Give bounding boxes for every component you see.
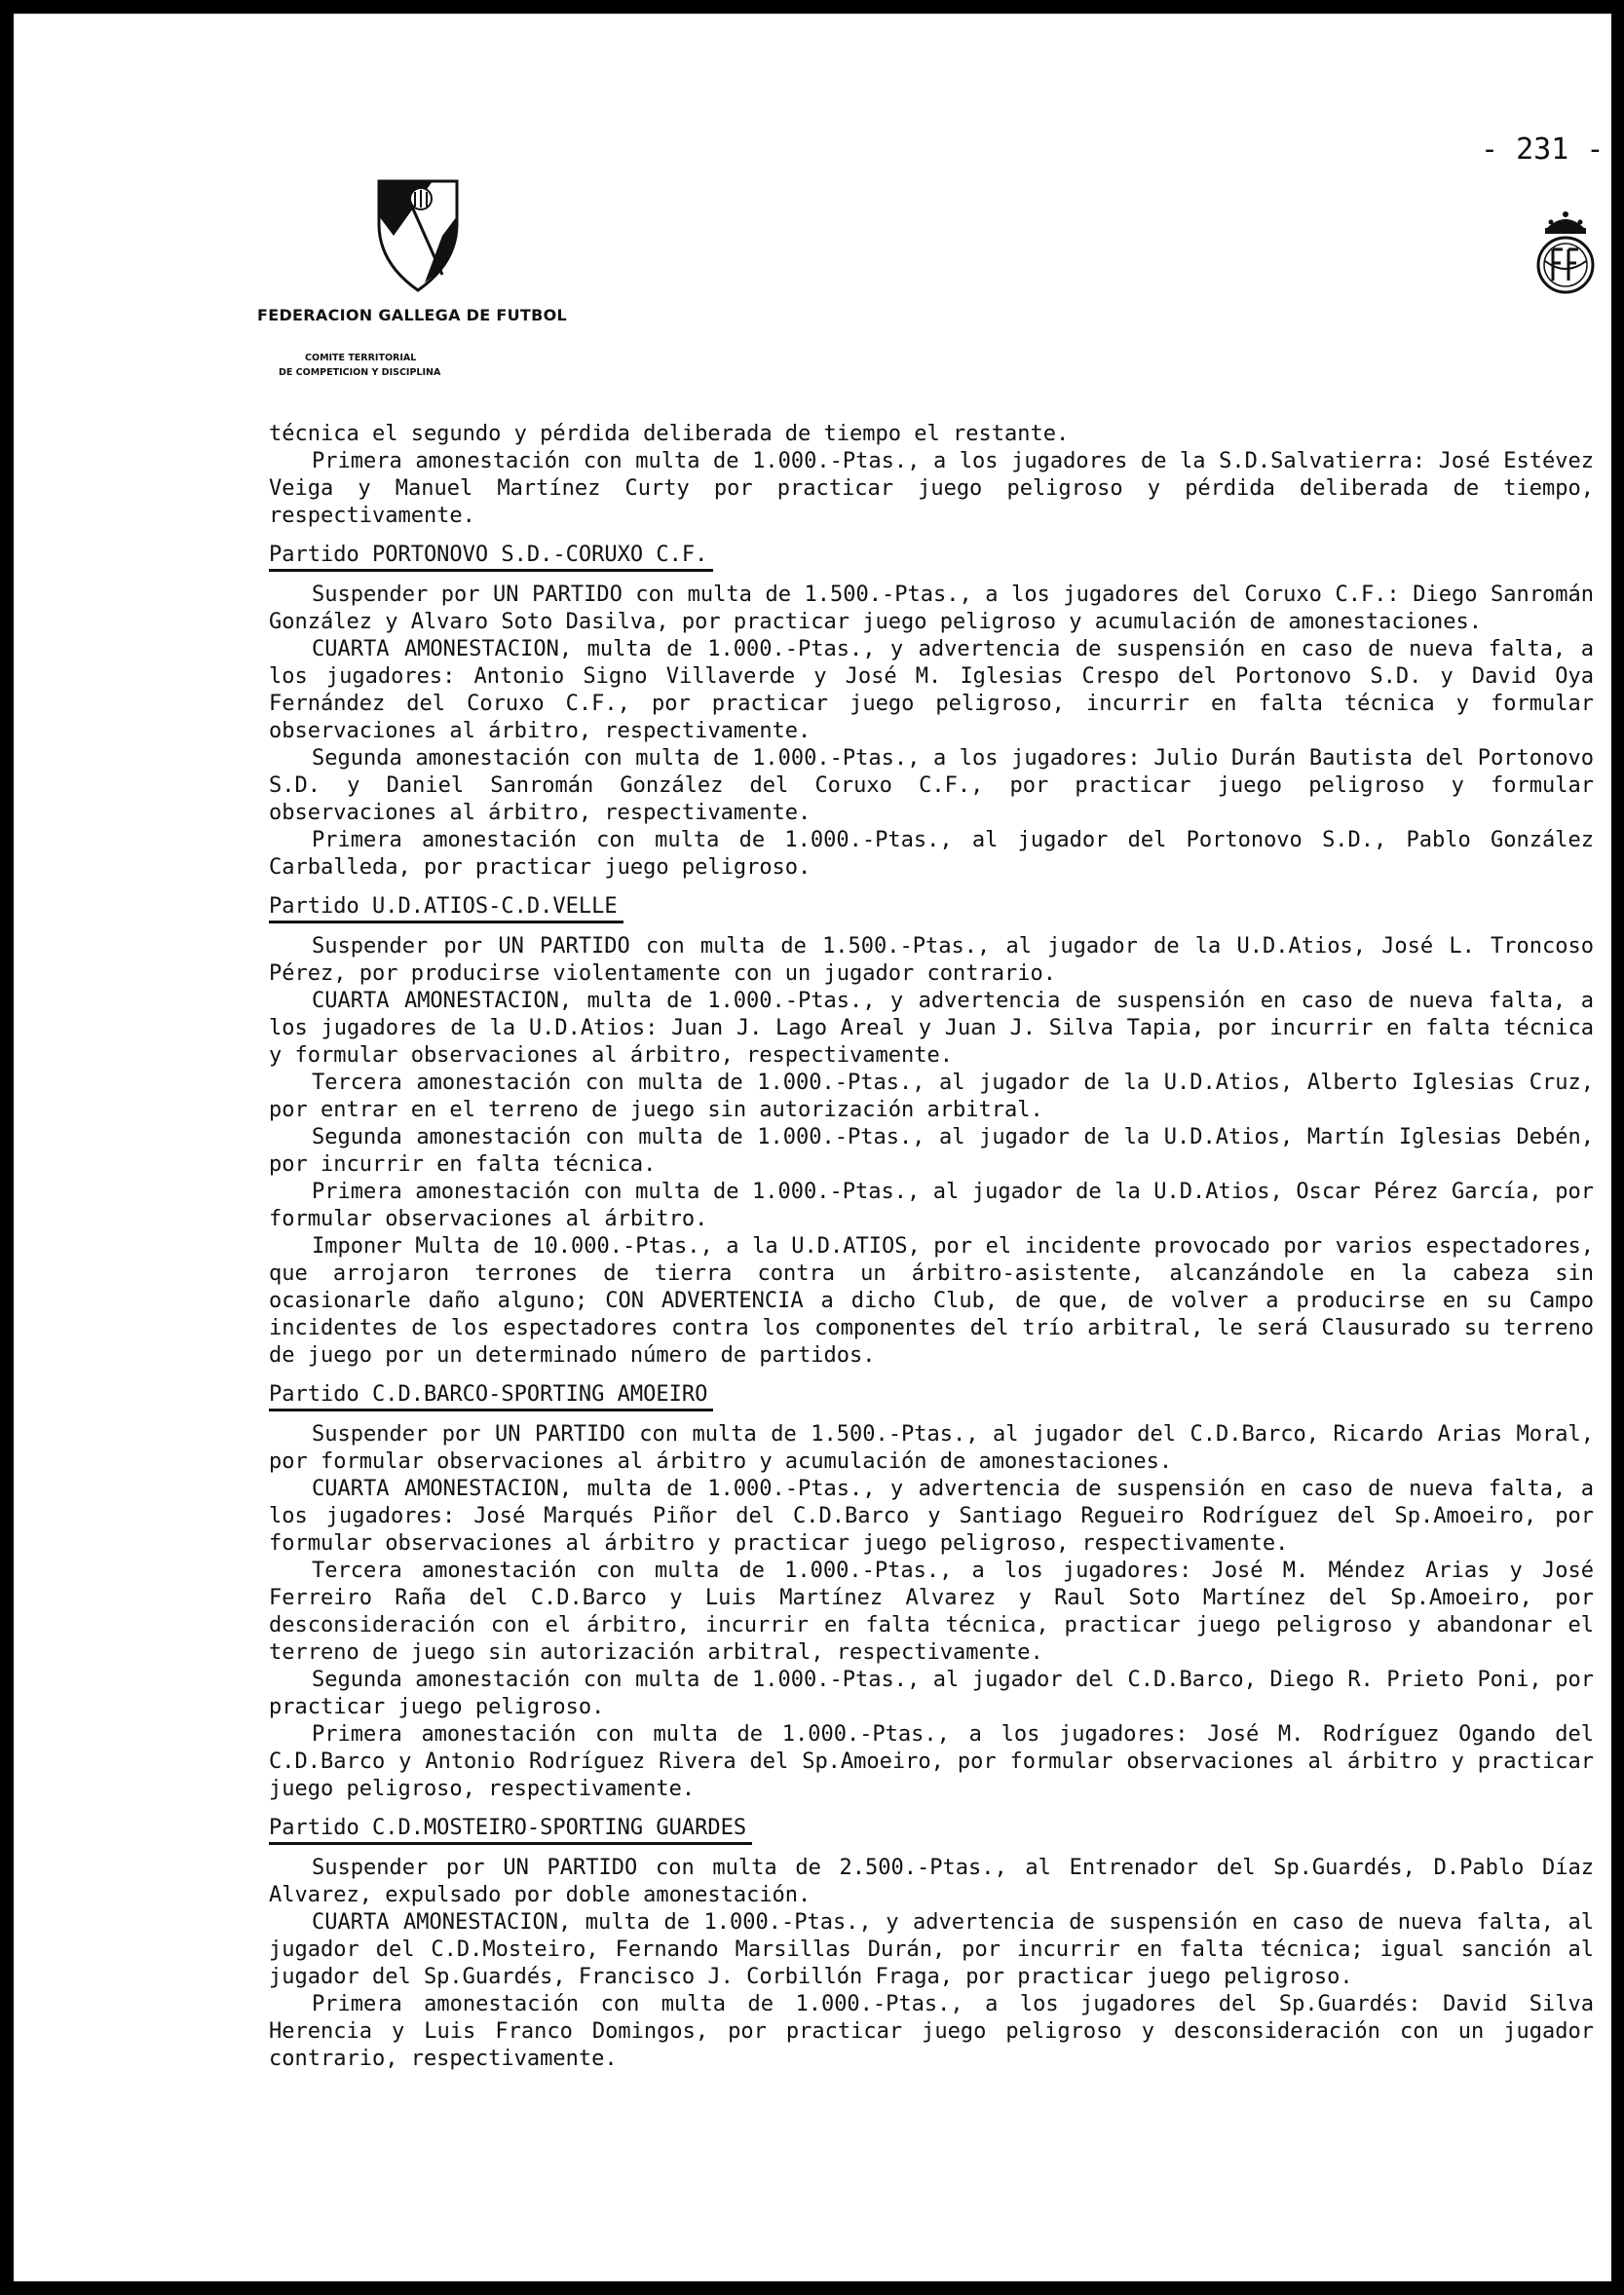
match-section bbox=[269, 530, 1594, 882]
sanction-paragraph: CUARTA AMONESTACION, multa de 1.000.-Ptas., y advertencia de suspensión en caso de nueva falta, a los jugadores: José Marqués Piñor del C.D.Barco y Santiago Regueiro Rodríguez del Sp.Amoeiro, por formular observaciones al árbitro y practicar juego peligroso, respectivamente. bbox=[269, 1477, 1594, 1556]
match-title: Partido PORTONOVO S.D.-CORUXO C.F. bbox=[269, 542, 713, 572]
sanction-paragraph: Primera amonestación con multa de 1.000.-Ptas., al jugador del Portonovo S.D., Pablo González Carballeda, por practicar juego peligroso. bbox=[269, 828, 1594, 880]
sanction-paragraph: CUARTA AMONESTACION, multa de 1.000.-Ptas., y advertencia de suspensión en caso de nueva falta, a los jugadores: Antonio Signo Villaverde y José M. Iglesias Crespo del Portonovo S.D. y David Oya Fernández del Coruxo C.F., por practicar juego peligroso, incurrir en falta técnica y formular observaciones al árbitro, respectivamente. bbox=[269, 637, 1594, 743]
intro-paragraph: técnica el segundo y pérdida deliberada de tiempo el restante. bbox=[269, 422, 1070, 446]
sanction-paragraph: Tercera amonestación con multa de 1.000.-Ptas., a los jugadores: José M. Méndez Arias y José Ferreiro Raña del C.D.Barco y Luis Martínez Alvarez y Raul Soto Martínez del Sp.Amoeiro, por desconsideración con el árbitro, incurrir en falta técnica, practicar juego peligroso y abandonar el terreno de juego sin autorización arbitral, respectivamente. bbox=[269, 1559, 1594, 1665]
sanction-paragraph: Segunda amonestación con multa de 1.000.-Ptas., al jugador del C.D.Barco, Diego R. Prieto Poni, por practicar juego peligroso. bbox=[269, 1668, 1594, 1719]
sanction-paragraph: CUARTA AMONESTACION, multa de 1.000.-Ptas., y advertencia de suspensión en caso de nueva falta, a los jugadores de la U.D.Atios: Juan J. Lago Areal y Juan J. Silva Tapia, por incurrir en falta técnica y formular observaciones al árbitro, respectivamente. bbox=[269, 989, 1594, 1068]
sanction-paragraph: Tercera amonestación con multa de 1.000.-Ptas., al jugador de la U.D.Atios, Alberto Iglesias Cruz, por entrar en el terreno de juego sin autorización arbitral. bbox=[269, 1071, 1594, 1122]
sanction-paragraph: Suspender por UN PARTIDO con multa de 1.500.-Ptas., al jugador de la U.D.Atios, José L. Troncoso Pérez, por producirse violentamente con un jugador contrario. bbox=[269, 934, 1594, 986]
sanction-paragraph: Primera amonestación con multa de 1.000.-Ptas., al jugador de la U.D.Atios, Oscar Pérez García, por formular observaciones al árbitro. bbox=[269, 1180, 1594, 1231]
federation-shield-icon bbox=[374, 177, 462, 294]
document-page bbox=[14, 14, 1611, 2281]
sanction-paragraph: Imponer Multa de 10.000.-Ptas., a la U.D.ATIOS, por el incidente provocado por varios espectadores, que arrojaron terrones de tierra contra un árbitro-asistente, alcanzándole en la cabeza sin ocasionarle daño alguno; CON ADVERTENCIA a dicho Club, de que, de volver a producirse en su Campo incidentes de los espectadores contra los componentes del trío arbitral, le será Clausurado su terreno de juego por un determinado número de partidos. bbox=[269, 1234, 1594, 1368]
page-number: - 231 - bbox=[1481, 132, 1605, 167]
sanction-paragraph: Suspender por UN PARTIDO con multa de 2.500.-Ptas., al Entrenador del Sp.Guardés, D.Pablo Díaz Alvarez, expulsado por doble amonestación. bbox=[269, 1856, 1594, 1907]
sanction-paragraph: Primera amonestación con multa de 1.000.-Ptas., a los jugadores del Sp.Guardés: David Silva Herencia y Luis Franco Domingos, por practicar juego peligroso y desconsideración con un jugador contrario, respectivamente. bbox=[269, 1992, 1594, 2071]
match-title: Partido U.D.ATIOS-C.D.VELLE bbox=[269, 893, 623, 923]
intro-paragraph: Primera amonestación con multa de 1.000.-Ptas., a los jugadores de la S.D.Salvatierra: José Estévez Veiga y Manuel Martínez Curty por practicar juego peligroso y pérdida deliberada de tiempo, respectivamente. bbox=[269, 449, 1594, 528]
match-title: Partido C.D.BARCO-SPORTING AMOEIRO bbox=[269, 1381, 713, 1411]
committee-line-2: DE COMPETICION Y DISCIPLINA bbox=[279, 367, 441, 378]
sanction-paragraph: Primera amonestación con multa de 1.000.-Ptas., a los jugadores: José M. Rodríguez Ogando del C.D.Barco y Antonio Rodríguez Rivera del Sp.Amoeiro, por formular observaciones al árbitro y practicar juego peligroso, respectivamente. bbox=[269, 1722, 1594, 1801]
match-section bbox=[269, 1803, 1594, 2073]
document-body bbox=[269, 421, 1594, 2073]
match-title: Partido C.D.MOSTEIRO-SPORTING GUARDES bbox=[269, 1815, 752, 1845]
sanction-paragraph: Segunda amonestación con multa de 1.000.-Ptas., al jugador de la U.D.Atios, Martín Iglesias Debén, por incurrir en falta técnica. bbox=[269, 1125, 1594, 1177]
committee-name bbox=[279, 351, 440, 380]
match-section bbox=[269, 1370, 1594, 1803]
sanction-paragraph: Suspender por UN PARTIDO con multa de 1.500.-Ptas., a los jugadores del Coruxo C.F.: Diego Sanromán González y Alvaro Soto Dasilva, por practicar juego peligroso y acumulación de amonestaciones. bbox=[269, 583, 1594, 634]
federation-crest-icon bbox=[1531, 208, 1600, 308]
federation-name: FEDERACION GALLEGA DE FUTBOL bbox=[257, 306, 567, 324]
sanction-paragraph: CUARTA AMONESTACION, multa de 1.000.-Ptas., y advertencia de suspensión en caso de nueva falta, al jugador del C.D.Mosteiro, Fernando Marsillas Durán, por incurrir en falta técnica; igual sanción al jugador del Sp.Guardés, Francisco J. Corbillón Fraga, por practicar juego peligroso. bbox=[269, 1910, 1594, 1989]
sanction-paragraph: Suspender por UN PARTIDO con multa de 1.500.-Ptas., al jugador del C.D.Barco, Ricardo Arias Moral, por formular observaciones al árbitro y acumulación de amonestaciones. bbox=[269, 1422, 1594, 1474]
committee-line-1: COMITE TERRITORIAL bbox=[305, 353, 417, 363]
sanction-paragraph: Segunda amonestación con multa de 1.000.-Ptas., a los jugadores: Julio Durán Bautista del Portonovo S.D. y Daniel Sanromán González del Coruxo C.F., por practicar juego peligroso y formular observaciones al árbitro, respectivamente. bbox=[269, 746, 1594, 825]
match-section bbox=[269, 882, 1594, 1370]
